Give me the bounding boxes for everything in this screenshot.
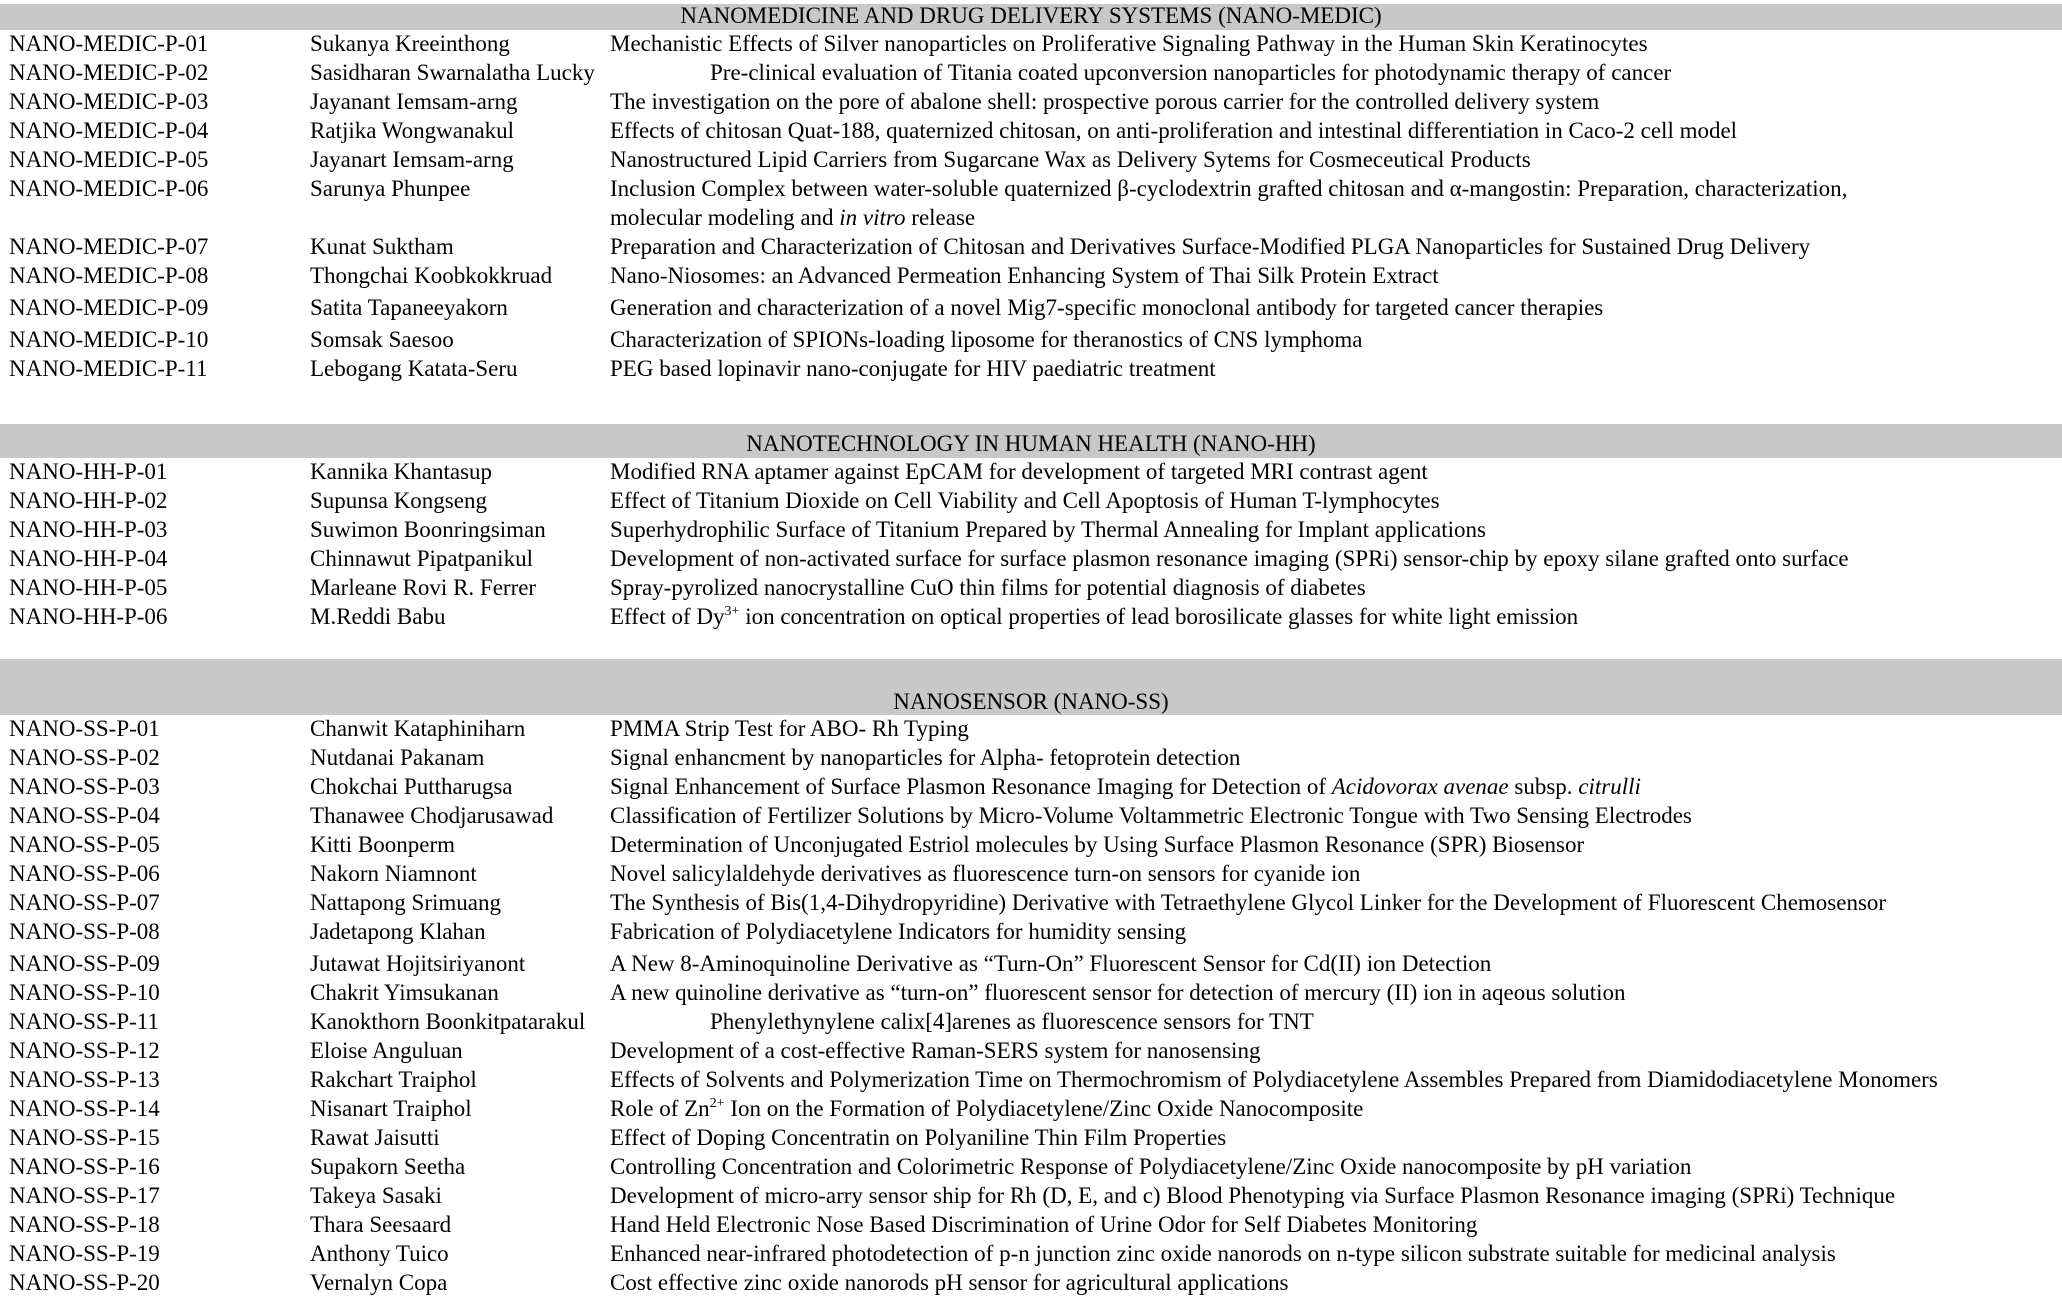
title-text: ion concentration on optical properties of lead borosilicate glasses for white light emission <box>739 604 1579 629</box>
poster-id: NANO-MEDIC-P-11 <box>9 356 208 381</box>
author-name: Chakrit Yimsukanan <box>310 980 499 1005</box>
poster-id: NANO-MEDIC-P-02 <box>9 60 209 85</box>
poster-title: Effect of Titanium Dioxide on Cell Viability and Cell Apoptosis of Human T-lymphocytes <box>610 488 1440 513</box>
poster-id: NANO-MEDIC-P-10 <box>9 327 209 352</box>
poster-title: Effects of Solvents and Polymerization Time on Thermochromism of Polydiacetylene Assembles Prepared from Diamidodiacetylene Monomers <box>610 1067 1938 1092</box>
poster-id: NANO-SS-P-17 <box>9 1183 160 1208</box>
author-name: Nutdanai Pakanam <box>310 745 485 770</box>
author-name: Kannika Khantasup <box>310 459 493 484</box>
author-name: Rakchart Traiphol <box>310 1067 477 1092</box>
author-name: Thongchai Koobkokkruad <box>310 263 553 288</box>
poster-title: Inclusion Complex between water-soluble quaternized β-cyclodextrin grafted chitosan and α-mangostin: Preparation, characterization, <box>610 176 1848 201</box>
author-name: Thara Seesaard <box>310 1212 452 1237</box>
poster-id: NANO-MEDIC-P-08 <box>9 263 209 288</box>
poster-id: NANO-SS-P-01 <box>9 716 160 741</box>
poster-id: NANO-HH-P-06 <box>9 604 168 629</box>
poster-title: Preparation and Characterization of Chitosan and Derivatives Surface-Modified PLGA Nanoparticles for Sustained Drug Delivery <box>610 234 1811 259</box>
poster-id: NANO-SS-P-07 <box>9 890 160 915</box>
poster-id: NANO-MEDIC-P-03 <box>9 89 209 114</box>
poster-title <box>610 773 1641 801</box>
author-name: Ratjika Wongwanakul <box>310 118 515 143</box>
poster-id: NANO-SS-P-09 <box>9 951 160 976</box>
author-name: Thanawee Chodjarusawad <box>310 803 554 828</box>
author-name: Marleane Rovi R. Ferrer <box>310 575 537 600</box>
poster-title-line2 <box>610 204 975 232</box>
poster-title: Development of non-activated surface for surface plasmon resonance imaging (SPRi) sensor-chip by epoxy silane grafted onto surface <box>610 546 1849 571</box>
poster-title: Characterization of SPIONs-loading liposome for theranostics of CNS lymphoma <box>610 327 1363 352</box>
poster-id: NANO-HH-P-04 <box>9 546 168 571</box>
author-name: Anthony Tuico <box>310 1241 449 1266</box>
poster-id: NANO-MEDIC-P-05 <box>9 147 209 172</box>
poster-title: The Synthesis of Bis(1,4-Dihydropyridine) Derivative with Tetraethylene Glycol Linker for the Development of Fluorescent Chemosensor <box>610 890 1887 915</box>
poster-id: NANO-MEDIC-P-09 <box>9 295 209 320</box>
poster-id: NANO-SS-P-11 <box>9 1009 159 1034</box>
poster-id: NANO-SS-P-14 <box>9 1096 160 1121</box>
author-name: Nisanart Traiphol <box>310 1096 472 1121</box>
poster-id: NANO-SS-P-13 <box>9 1067 160 1092</box>
title-italic-text: citrulli <box>1578 774 1641 799</box>
poster-id: NANO-SS-P-04 <box>9 803 160 828</box>
poster-id: NANO-SS-P-16 <box>9 1154 160 1179</box>
poster-title: Phenylethynylene calix[4]arenes as fluorescence sensors for TNT <box>710 1009 1314 1034</box>
poster-title: Fabrication of Polydiacetylene Indicators for humidity sensing <box>610 919 1187 944</box>
poster-title: A New 8-Aminoquinoline Derivative as “Turn-On” Fluorescent Sensor for Cd(II) ion Detection <box>610 951 1492 976</box>
poster-title: Nanostructured Lipid Carriers from Sugarcane Wax as Delivery Sytems for Cosmeceutical Products <box>610 147 1531 172</box>
author-name: Vernalyn Copa <box>310 1270 448 1295</box>
poster-title: Development of micro-arry sensor ship for Rh (D, E, and c) Blood Phenotyping via Surface Plasmon Resonance imaging (SPRi) Technique <box>610 1183 1896 1208</box>
author-name: Kunat Suktham <box>310 234 454 259</box>
superscript-charge: 3+ <box>724 604 740 619</box>
poster-title: Effects of chitosan Quat-188, quaternized chitosan, on anti-proliferation and intestinal differentiation in Caco-2 cell model <box>610 118 1738 143</box>
title-text: Effect of Dy <box>610 604 725 629</box>
poster-title: A new quinoline derivative as “turn-on” fluorescent sensor for detection of mercury (II) ion in aqeous solution <box>610 980 1626 1005</box>
author-name: Nattapong Srimuang <box>310 890 501 915</box>
title-text: subsp. <box>1508 774 1579 799</box>
author-name: Jutawat Hojitsiriyanont <box>310 951 526 976</box>
poster-title: Determination of Unconjugated Estriol molecules by Using Surface Plasmon Resonance (SPR) Biosensor <box>610 832 1585 857</box>
title-text: Signal Enhancement of Surface Plasmon Resonance Imaging for Detection of <box>610 774 1332 799</box>
poster-title: Superhydrophilic Surface of Titanium Prepared by Thermal Annealing for Implant applications <box>610 517 1486 542</box>
title-italic-text: Acidovorax avenae <box>1331 774 1509 799</box>
author-name: Sukanya Kreeinthong <box>310 31 510 56</box>
author-name: Eloise Anguluan <box>310 1038 463 1063</box>
section-header-nano-hh: NANOTECHNOLOGY IN HUMAN HEALTH (NANO-HH) <box>0 424 2062 458</box>
poster-id: NANO-SS-P-15 <box>9 1125 160 1150</box>
poster-id: NANO-MEDIC-P-01 <box>9 31 209 56</box>
author-name: Jayanart Iemsam-arng <box>310 147 514 172</box>
author-name: Supakorn Seetha <box>310 1154 466 1179</box>
poster-title: Effect of Doping Concentratin on Polyaniline Thin Film Properties <box>610 1125 1227 1150</box>
poster-id: NANO-SS-P-19 <box>9 1241 160 1266</box>
author-name: Jayanant Iemsam-arng <box>310 89 518 114</box>
poster-id: NANO-SS-P-20 <box>9 1270 160 1295</box>
poster-title: Enhanced near-infrared photodetection of p-n junction zinc oxide nanorods on n-type silicon substrate suitable for medicinal analysis <box>610 1241 1836 1266</box>
title-text: Role of Zn <box>610 1096 710 1121</box>
author-name: Nakorn Niamnont <box>310 861 477 886</box>
poster-title: Spray-pyrolized nanocrystalline CuO thin films for potential diagnosis of diabetes <box>610 575 1366 600</box>
title-text: release <box>905 205 976 230</box>
poster-title: PEG based lopinavir nano-conjugate for HIV paediatric treatment <box>610 356 1216 381</box>
author-name: Chokchai Puttharugsa <box>310 774 513 799</box>
poster-title: Cost effective zinc oxide nanorods pH sensor for agricultural applications <box>610 1270 1289 1295</box>
author-name: Rawat Jaisutti <box>310 1125 440 1150</box>
poster-id: NANO-SS-P-03 <box>9 774 160 799</box>
poster-title: The investigation on the pore of abalone shell: prospective porous carrier for the controlled delivery system <box>610 89 1600 114</box>
poster-title: Mechanistic Effects of Silver nanoparticles on Proliferative Signaling Pathway in the Human Skin Keratinocytes <box>610 31 1648 56</box>
poster-id: NANO-HH-P-03 <box>9 517 168 542</box>
author-name: Supunsa Kongseng <box>310 488 487 513</box>
poster-id: NANO-MEDIC-P-04 <box>9 118 209 143</box>
author-name: Takeya Sasaki <box>310 1183 442 1208</box>
poster-id: NANO-SS-P-02 <box>9 745 160 770</box>
poster-id: NANO-HH-P-01 <box>9 459 168 484</box>
author-name: Kitti Boonperm <box>310 832 456 857</box>
poster-id: NANO-SS-P-10 <box>9 980 160 1005</box>
superscript-charge: 2+ <box>709 1096 725 1111</box>
poster-title: Modified RNA aptamer against EpCAM for development of targeted MRI contrast agent <box>610 459 1428 484</box>
author-name: Chanwit Kataphiniharn <box>310 716 526 741</box>
poster-title: Nano-Niosomes: an Advanced Permeation Enhancing System of Thai Silk Protein Extract <box>610 263 1439 288</box>
poster-id: NANO-HH-P-02 <box>9 488 168 513</box>
poster-id: NANO-MEDIC-P-06 <box>9 176 209 201</box>
author-name: Kanokthorn Boonkitpatarakul <box>310 1009 586 1034</box>
poster-id: NANO-SS-P-05 <box>9 832 160 857</box>
section-header-nano-ss: NANOSENSOR (NANO-SS) <box>0 659 2062 715</box>
poster-id: NANO-SS-P-08 <box>9 919 160 944</box>
author-name: Chinnawut Pipatpanikul <box>310 546 533 571</box>
section-header-nano-medic: NANOMEDICINE AND DRUG DELIVERY SYSTEMS (NANO-MEDIC) <box>0 4 2062 30</box>
author-name: Suwimon Boonringsiman <box>310 517 546 542</box>
poster-title: PMMA Strip Test for ABO- Rh Typing <box>610 716 969 741</box>
poster-title: Hand Held Electronic Nose Based Discrimination of Urine Odor for Self Diabetes Monitoring <box>610 1212 1478 1237</box>
poster-title: Signal enhancment by nanoparticles for Alpha- fetoprotein detection <box>610 745 1241 770</box>
poster-id: NANO-SS-P-12 <box>9 1038 160 1063</box>
poster-id: NANO-HH-P-05 <box>9 575 168 600</box>
poster-title: Classification of Fertilizer Solutions by Micro-Volume Voltammetric Electronic Tongue with Two Sensing Electrodes <box>610 803 1692 828</box>
title-text: Ion on the Formation of Polydiacetylene/Zinc Oxide Nanocomposite <box>724 1096 1364 1121</box>
poster-title: Development of a cost-effective Raman-SERS system for nanosensing <box>610 1038 1261 1063</box>
poster-id: NANO-SS-P-06 <box>9 861 160 886</box>
author-name: Sasidharan Swarnalatha Lucky <box>310 60 595 85</box>
author-name: Satita Tapaneeyakorn <box>310 295 508 320</box>
author-name: Sarunya Phunpee <box>310 176 471 201</box>
author-name: Lebogang Katata-Seru <box>310 356 518 381</box>
poster-id: NANO-MEDIC-P-07 <box>9 234 209 259</box>
poster-title: Pre-clinical evaluation of Titania coated upconversion nanoparticles for photodynamic therapy of cancer <box>710 60 1672 85</box>
author-name: M.Reddi Babu <box>310 604 446 629</box>
poster-title: Generation and characterization of a novel Mig7-specific monoclonal antibody for targeted cancer therapies <box>610 295 1604 320</box>
poster-title: Controlling Concentration and Colorimetric Response of Polydiacetylene/Zinc Oxide nanocomposite by pH variation <box>610 1154 1692 1179</box>
poster-title: Novel salicylaldehyde derivatives as fluorescence turn-on sensors for cyanide ion <box>610 861 1361 886</box>
poster-title <box>610 603 1578 631</box>
title-italic-text: in vitro <box>839 205 906 230</box>
author-name: Jadetapong Klahan <box>310 919 486 944</box>
author-name: Somsak Saesoo <box>310 327 454 352</box>
title-text: molecular modeling and <box>610 205 840 230</box>
poster-title <box>610 1095 1363 1123</box>
poster-id: NANO-SS-P-18 <box>9 1212 160 1237</box>
